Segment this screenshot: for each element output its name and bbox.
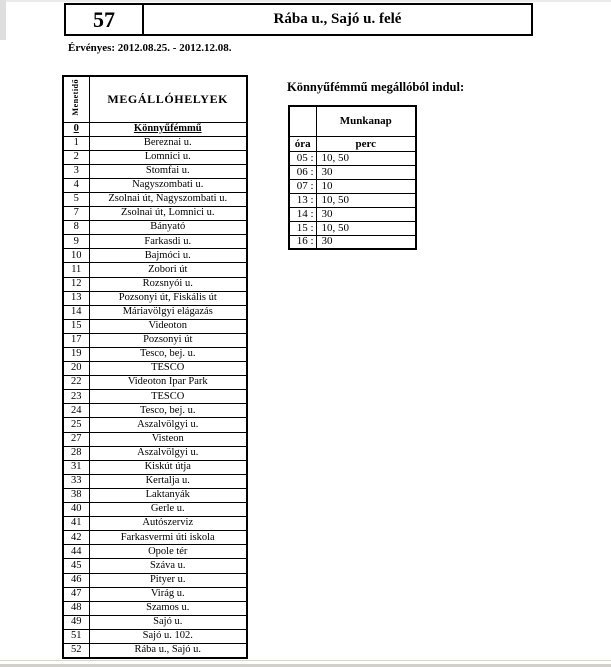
- stop-row: [63, 643, 247, 657]
- stops-table-body: [63, 122, 247, 658]
- departures-table-body: [289, 151, 416, 249]
- travel-time-cell: 5: [63, 192, 89, 206]
- scan-left-edge: [0, 0, 6, 40]
- stop-name-cell: Stomfai u.: [89, 164, 247, 178]
- departures-table-container: [288, 105, 417, 250]
- departure-minutes-cell: 10, 50: [316, 151, 416, 165]
- travel-time-label: Menetidő: [71, 78, 81, 115]
- stop-row: [63, 164, 247, 178]
- stop-name-cell: Opole tér: [89, 545, 247, 559]
- stop-row: [63, 390, 247, 404]
- stop-row: [63, 348, 247, 362]
- stop-name-cell: Visteon: [89, 432, 247, 446]
- stop-row: [63, 629, 247, 643]
- route-number: 57: [66, 5, 144, 34]
- stop-name-cell: Farkasvermi úti iskola: [89, 531, 247, 545]
- stop-name-cell: Sajó u. 102.: [89, 629, 247, 643]
- stop-row: [63, 249, 247, 263]
- stop-row: [63, 150, 247, 164]
- stop-name-cell: Aszalvölgyi u.: [89, 446, 247, 460]
- departure-minutes-cell: 10: [316, 179, 416, 193]
- departure-hour-cell: 13 :: [289, 193, 316, 207]
- travel-time-cell: 38: [63, 488, 89, 502]
- stop-name-cell: Lomnici u.: [89, 150, 247, 164]
- stop-name-cell: Sajó u.: [89, 615, 247, 629]
- departure-minutes-cell: 10, 50: [316, 221, 416, 235]
- stop-name-cell: Máriavölgyi elágazás: [89, 305, 247, 319]
- day-type-header: Munkanap: [316, 106, 416, 136]
- departure-row: [289, 193, 416, 207]
- travel-time-cell: 22: [63, 376, 89, 390]
- travel-time-cell: 12: [63, 277, 89, 291]
- stop-row: [63, 136, 247, 150]
- stop-name-cell: Bajmóci u.: [89, 249, 247, 263]
- travel-time-cell: 27: [63, 432, 89, 446]
- stop-name-cell: Szamos u.: [89, 601, 247, 615]
- travel-time-cell: 14: [63, 305, 89, 319]
- stop-row: [63, 192, 247, 206]
- hour-minute-header-row: [289, 136, 416, 151]
- stop-row: [63, 517, 247, 531]
- validity-period: Érvényes: 2012.08.25. - 2012.12.08.: [68, 42, 232, 54]
- stop-row: [63, 122, 247, 136]
- stop-name-cell: Rozsnyói u.: [89, 277, 247, 291]
- stop-row: [63, 573, 247, 587]
- stop-name-cell: Kiskút útja: [89, 460, 247, 474]
- travel-time-cell: 17: [63, 333, 89, 347]
- stop-row: [63, 207, 247, 221]
- route-header-box: [64, 3, 533, 36]
- day-type-header-row: [289, 106, 416, 136]
- stop-row: [63, 559, 247, 573]
- stop-name-cell: Bereznai u.: [89, 136, 247, 150]
- departure-row: [289, 179, 416, 193]
- stop-row: [63, 615, 247, 629]
- stop-row: [63, 545, 247, 559]
- stop-name-cell: Tesco, bej. u.: [89, 404, 247, 418]
- stops-table-container: [62, 75, 248, 659]
- departure-hour-cell: 15 :: [289, 221, 316, 235]
- travel-time-cell: 10: [63, 249, 89, 263]
- stop-row: [63, 531, 247, 545]
- stop-row: [63, 460, 247, 474]
- stop-name-cell: Zsolnai út, Lomnici u.: [89, 207, 247, 221]
- stop-name-cell: Pozsonyi út: [89, 333, 247, 347]
- travel-time-cell: 4: [63, 178, 89, 192]
- stop-name-cell: TESCO: [89, 362, 247, 376]
- departure-row: [289, 221, 416, 235]
- departure-row: [289, 207, 416, 221]
- stop-row: [63, 277, 247, 291]
- stop-name-cell: Zsolnai út, Nagyszombati u.: [89, 192, 247, 206]
- stop-row: [63, 178, 247, 192]
- stop-name-cell: Virág u.: [89, 587, 247, 601]
- stop-row: [63, 432, 247, 446]
- hour-column-header: óra: [289, 136, 316, 151]
- travel-time-cell: 20: [63, 362, 89, 376]
- travel-time-cell: 23: [63, 390, 89, 404]
- stop-name-cell: Bányató: [89, 221, 247, 235]
- departure-minutes-cell: 30: [316, 207, 416, 221]
- stops-table-header-row: [63, 76, 247, 122]
- travel-time-column-header: [63, 76, 89, 122]
- stop-name-cell: Videoton: [89, 319, 247, 333]
- departure-minutes-cell: 30: [316, 165, 416, 179]
- travel-time-cell: 47: [63, 587, 89, 601]
- stop-name-cell: Könnyűfémmű: [89, 122, 247, 136]
- departure-minutes-cell: 10, 50: [316, 193, 416, 207]
- travel-time-cell: 8: [63, 221, 89, 235]
- travel-time-cell: 3: [63, 164, 89, 178]
- stop-name-cell: Nagyszombati u.: [89, 178, 247, 192]
- stop-row: [63, 291, 247, 305]
- departure-hour-cell: 16 :: [289, 235, 316, 249]
- travel-time-cell: 44: [63, 545, 89, 559]
- stop-name-cell: Száva u.: [89, 559, 247, 573]
- stop-row: [63, 319, 247, 333]
- departure-hour-cell: 14 :: [289, 207, 316, 221]
- stop-row: [63, 601, 247, 615]
- stop-name-cell: TESCO: [89, 390, 247, 404]
- departure-hour-cell: 05 :: [289, 151, 316, 165]
- stop-row: [63, 362, 247, 376]
- stop-name-cell: Tesco, bej. u.: [89, 348, 247, 362]
- window-top-edge: [0, 0, 611, 2]
- departures-table: [288, 105, 417, 250]
- stop-name-cell: Kertalja u.: [89, 474, 247, 488]
- stop-row: [63, 503, 247, 517]
- stop-row: [63, 263, 247, 277]
- stop-row: [63, 587, 247, 601]
- travel-time-cell: 19: [63, 348, 89, 362]
- travel-time-cell: 48: [63, 601, 89, 615]
- stop-name-cell: Gerle u.: [89, 503, 247, 517]
- travel-time-cell: 25: [63, 418, 89, 432]
- departure-row: [289, 165, 416, 179]
- travel-time-cell: 49: [63, 615, 89, 629]
- travel-time-cell: 41: [63, 517, 89, 531]
- travel-time-cell: 15: [63, 319, 89, 333]
- departure-hour-cell: 07 :: [289, 179, 316, 193]
- route-destination-title: Rába u., Sajó u. felé: [273, 11, 402, 27]
- departure-row: [289, 235, 416, 249]
- stop-row: [63, 446, 247, 460]
- travel-time-cell: 51: [63, 629, 89, 643]
- stop-name-cell: Aszalvölgyi u.: [89, 418, 247, 432]
- stops-column-header: MEGÁLLÓHELYEK: [89, 76, 247, 122]
- travel-time-cell: 42: [63, 531, 89, 545]
- stop-row: [63, 404, 247, 418]
- stop-row: [63, 418, 247, 432]
- travel-time-cell: 28: [63, 446, 89, 460]
- travel-time-cell: 11: [63, 263, 89, 277]
- departure-hour-cell: 06 :: [289, 165, 316, 179]
- stop-name-cell: Videoton Ipar Park: [89, 376, 247, 390]
- minute-column-header: perc: [316, 136, 416, 151]
- stop-row: [63, 221, 247, 235]
- travel-time-cell: 1: [63, 136, 89, 150]
- stop-row: [63, 333, 247, 347]
- stops-table: [62, 75, 248, 659]
- stop-name-cell: Farkasdi u.: [89, 235, 247, 249]
- departures-title: Könnyűfémmű megállóból indul:: [287, 80, 465, 94]
- stop-name-cell: Rába u., Sajó u.: [89, 643, 247, 657]
- travel-time-cell: 52: [63, 643, 89, 657]
- travel-time-cell: 40: [63, 503, 89, 517]
- departure-minutes-cell: 30: [316, 235, 416, 249]
- stop-row: [63, 376, 247, 390]
- travel-time-cell: 45: [63, 559, 89, 573]
- day-type-empty-cell: [289, 106, 316, 136]
- travel-time-cell: 7: [63, 207, 89, 221]
- window-bottom-line: [0, 660, 611, 661]
- stop-row: [63, 235, 247, 249]
- stop-row: [63, 305, 247, 319]
- stop-name-cell: Pozsonyi út, Fiskális út: [89, 291, 247, 305]
- stop-name-cell: Laktanyák: [89, 488, 247, 502]
- travel-time-cell: 9: [63, 235, 89, 249]
- stop-row: [63, 488, 247, 502]
- departure-row: [289, 151, 416, 165]
- stop-name-cell: Pityer u.: [89, 573, 247, 587]
- travel-time-cell: 13: [63, 291, 89, 305]
- stop-row: [63, 474, 247, 488]
- travel-time-cell: 24: [63, 404, 89, 418]
- travel-time-cell: 0: [63, 122, 89, 136]
- travel-time-cell: 2: [63, 150, 89, 164]
- stop-name-cell: Zobori út: [89, 263, 247, 277]
- stop-name-cell: Autószerviz: [89, 517, 247, 531]
- travel-time-cell: 31: [63, 460, 89, 474]
- travel-time-cell: 33: [63, 474, 89, 488]
- travel-time-cell: 46: [63, 573, 89, 587]
